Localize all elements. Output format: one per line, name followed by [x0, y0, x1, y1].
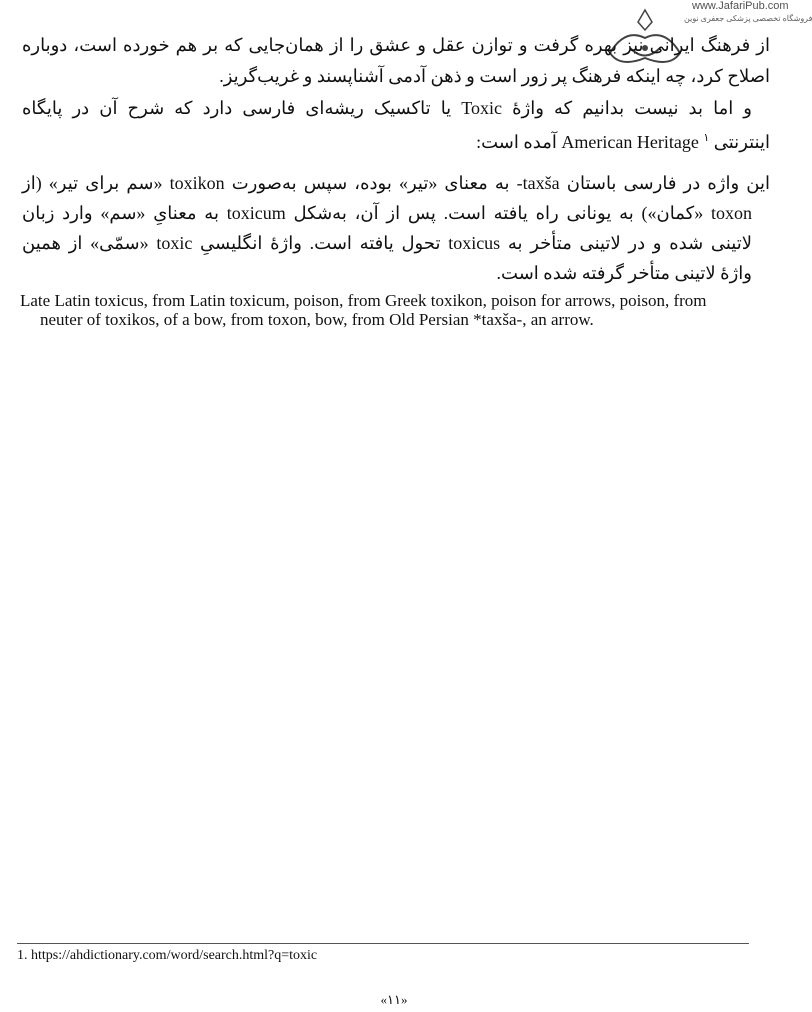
body-line [22, 126, 770, 154]
footnote[interactable]: 1. https://ahdictionary.com/word/search.html?q=toxic [17, 948, 318, 963]
quote-line: toxon «کمان») به یونانی راه یافته است. پس از آن، به‌شکل toxicum به معنایِ «سم» وارد زبان [22, 203, 753, 223]
body-line: اصلاح کرد، چه اینکه فرهنگ پر زور است و ذهن آدمی آشناپسند و غریب‌گریز. [219, 66, 770, 86]
page-number: «۱۱» [380, 992, 408, 1007]
body-text: American Heritage آمده است: [476, 132, 699, 152]
body-line: از فرهنگ ایرانی نیز بهره گرفت و توازن عقل و عشق را از همان‌جایی که بر هم خورده است، دوباره [22, 35, 770, 55]
footnote-reference: ۱ [703, 132, 710, 144]
footnote-divider [17, 943, 749, 944]
body-text: اینترنتی [713, 132, 770, 152]
quote-line: لاتینی شده و در لاتینی متأخر به toxicus تحول یافته است. واژۀ انگلیسیِ toxic «سمّی» از همین [22, 233, 753, 253]
english-definition-text: Late Latin toxicus, from Latin toxicum, poison, from Greek toxikon, poison for arrows, poison, from neuter of toxikos, of a bow, from toxon, bow, from Old Persian *taxša-, an arrow. [20, 291, 707, 329]
body-line: و اما بد نیست بدانیم که واژۀ Toxic یا تاکسیک ریشه‌ای فارسی دارد که شرح آن در پایگاه [22, 98, 753, 118]
watermark-url: www.JafariPub.com [692, 0, 789, 12]
quote-line: واژۀ لاتینی متأخر گرفته شده است. [496, 263, 752, 283]
watermark-subtitle: فروشگاه تخصصی پزشکی جعفری نوین [684, 14, 812, 23]
english-definition [20, 291, 748, 329]
quote-line: این واژه در فارسی باستان taxša- به معنای «تیر» بوده، سپس به‌صورت toxikon «سم برای تیر» (از [22, 173, 770, 193]
